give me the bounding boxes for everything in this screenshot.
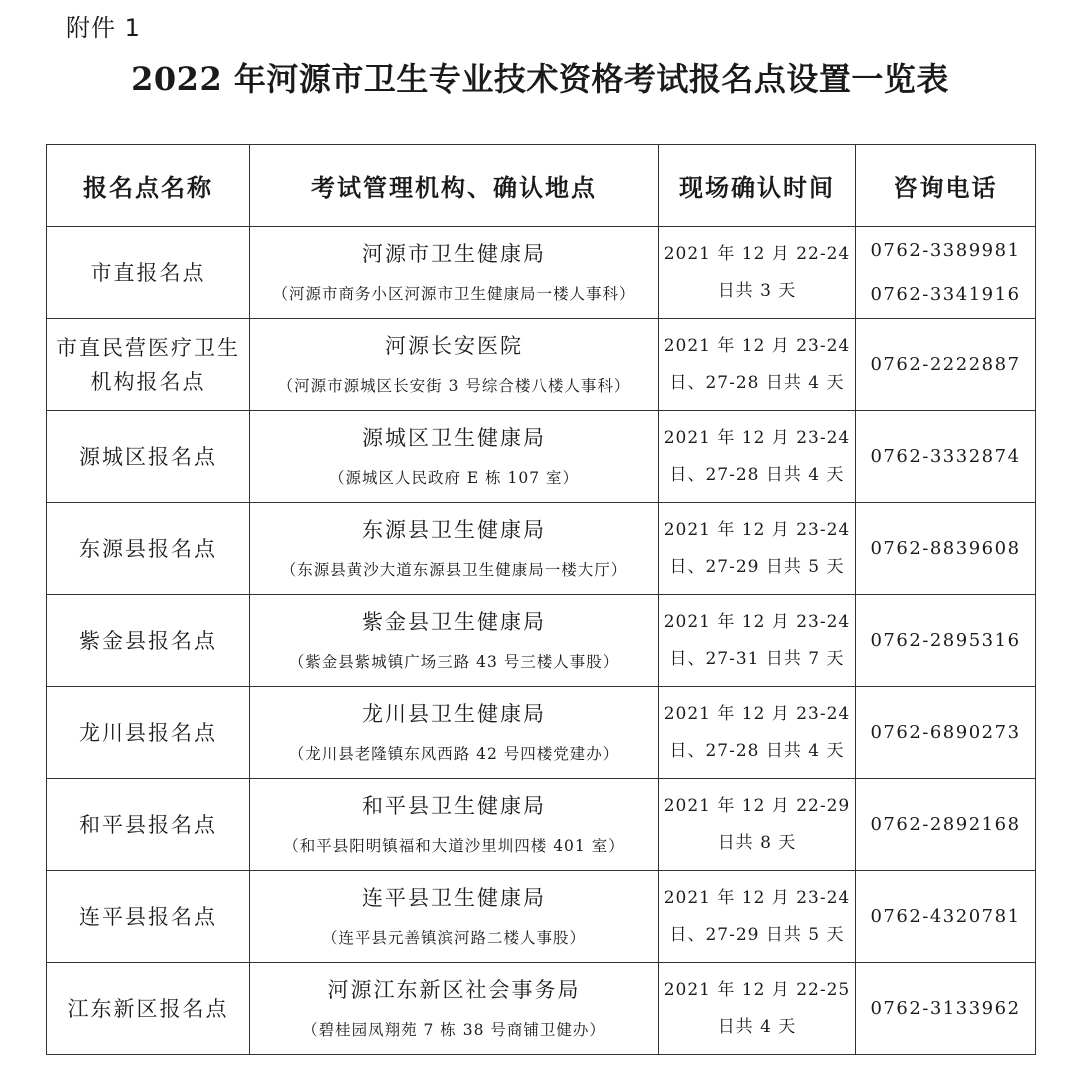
phone-cell bbox=[856, 319, 1036, 411]
time-cell bbox=[659, 779, 856, 871]
time-line-2: 日共 3 天 bbox=[717, 280, 797, 301]
phone-cell bbox=[856, 227, 1036, 319]
org-cell bbox=[250, 687, 659, 779]
time-cell bbox=[659, 411, 856, 503]
time-line-2: 日、27-29 日共 5 天 bbox=[669, 556, 845, 577]
table-row bbox=[47, 227, 1036, 319]
org-name: 和平县卫生健康局 bbox=[362, 793, 546, 818]
time-cell bbox=[659, 963, 856, 1055]
org-name: 连平县卫生健康局 bbox=[362, 885, 546, 910]
time-line-2: 日、27-28 日共 4 天 bbox=[669, 740, 845, 761]
phone-cell bbox=[856, 963, 1036, 1055]
time-cell bbox=[659, 503, 856, 595]
org-name: 河源长安医院 bbox=[385, 333, 523, 358]
header-org: 考试管理机构、确认地点 bbox=[250, 145, 659, 227]
phone-cell bbox=[856, 779, 1036, 871]
header-phone: 咨询电话 bbox=[856, 145, 1036, 227]
org-cell bbox=[250, 319, 659, 411]
registration-table bbox=[46, 144, 1036, 1055]
org-address: （东源县黄沙大道东源县卫生健康局一楼大厅） bbox=[280, 560, 628, 579]
phone-number: 0762-8839608 bbox=[870, 537, 1021, 559]
site-name: 龙川县报名点 bbox=[47, 687, 250, 779]
table-row bbox=[47, 687, 1036, 779]
org-cell bbox=[250, 411, 659, 503]
header-time: 现场确认时间 bbox=[659, 145, 856, 227]
phone-number: 0762-2892168 bbox=[870, 813, 1021, 835]
table-row bbox=[47, 871, 1036, 963]
time-line-1: 2021 年 12 月 22-24 bbox=[663, 243, 851, 264]
table-row bbox=[47, 963, 1036, 1055]
site-name: 市直民营医疗卫生机构报名点 bbox=[47, 319, 250, 411]
phone-cell bbox=[856, 411, 1036, 503]
phone-cell bbox=[856, 871, 1036, 963]
time-line-1: 2021 年 12 月 23-24 bbox=[663, 703, 851, 724]
time-cell bbox=[659, 871, 856, 963]
time-cell bbox=[659, 319, 856, 411]
phone-cell bbox=[856, 595, 1036, 687]
phone-cell bbox=[856, 503, 1036, 595]
org-name: 龙川县卫生健康局 bbox=[362, 701, 546, 726]
table-row bbox=[47, 595, 1036, 687]
org-address: （河源市源城区长安街 3 号综合楼八楼人事科） bbox=[277, 376, 631, 395]
phone-number-secondary: 0762-3341916 bbox=[870, 283, 1021, 305]
org-cell bbox=[250, 227, 659, 319]
phone-number: 0762-4320781 bbox=[870, 905, 1021, 927]
time-line-2: 日、27-28 日共 4 天 bbox=[669, 464, 845, 485]
time-line-1: 2021 年 12 月 23-24 bbox=[663, 335, 851, 356]
phone-cell bbox=[856, 687, 1036, 779]
phone-number: 0762-3332874 bbox=[870, 445, 1021, 467]
org-address: （紫金县紫城镇广场三路 43 号三楼人事股） bbox=[288, 652, 620, 671]
time-line-1: 2021 年 12 月 23-24 bbox=[663, 427, 851, 448]
org-name: 河源江东新区社会事务局 bbox=[327, 977, 581, 1002]
table-row bbox=[47, 779, 1036, 871]
time-line-2: 日共 4 天 bbox=[717, 1016, 797, 1037]
org-cell bbox=[250, 871, 659, 963]
org-address: （碧桂园凤翔苑 7 栋 38 号商铺卫健办） bbox=[302, 1020, 606, 1039]
org-name: 紫金县卫生健康局 bbox=[362, 609, 546, 634]
attachment-label: 附件 1 bbox=[66, 14, 141, 42]
org-name: 东源县卫生健康局 bbox=[362, 517, 546, 542]
org-cell bbox=[250, 595, 659, 687]
time-cell bbox=[659, 595, 856, 687]
org-address: （源城区人民政府 E 栋 107 室） bbox=[328, 468, 580, 487]
phone-number: 0762-2895316 bbox=[870, 629, 1021, 651]
time-line-1: 2021 年 12 月 23-24 bbox=[663, 887, 851, 908]
phone-number: 0762-6890273 bbox=[870, 721, 1021, 743]
table-header-row bbox=[47, 145, 1036, 227]
org-address: （和平县阳明镇福和大道沙里圳四楼 401 室） bbox=[283, 836, 625, 855]
time-cell bbox=[659, 687, 856, 779]
time-line-2: 日、27-31 日共 7 天 bbox=[669, 648, 845, 669]
site-name: 紫金县报名点 bbox=[47, 595, 250, 687]
header-name: 报名点名称 bbox=[47, 145, 250, 227]
site-name: 和平县报名点 bbox=[47, 779, 250, 871]
table-row bbox=[47, 503, 1036, 595]
time-cell bbox=[659, 227, 856, 319]
time-line-1: 2021 年 12 月 23-24 bbox=[663, 519, 851, 540]
time-line-1: 2021 年 12 月 22-25 bbox=[663, 979, 851, 1000]
org-name: 河源市卫生健康局 bbox=[362, 241, 546, 266]
phone-number: 0762-3389981 bbox=[870, 239, 1021, 261]
page-title: 2022 年河源市卫生专业技术资格考试报名点设置一览表 bbox=[131, 60, 949, 98]
time-line-2: 日、27-29 日共 5 天 bbox=[669, 924, 845, 945]
time-line-1: 2021 年 12 月 22-29 bbox=[663, 795, 851, 816]
site-name: 东源县报名点 bbox=[47, 503, 250, 595]
site-name: 源城区报名点 bbox=[47, 411, 250, 503]
table-body bbox=[47, 227, 1036, 1055]
org-cell bbox=[250, 963, 659, 1055]
time-line-2: 日、27-28 日共 4 天 bbox=[669, 372, 845, 393]
table-row bbox=[47, 411, 1036, 503]
phone-number: 0762-3133962 bbox=[870, 997, 1021, 1019]
phone-number: 0762-2222887 bbox=[870, 353, 1021, 375]
site-name: 连平县报名点 bbox=[47, 871, 250, 963]
site-name: 江东新区报名点 bbox=[47, 963, 250, 1055]
time-line-1: 2021 年 12 月 23-24 bbox=[663, 611, 851, 632]
org-cell bbox=[250, 503, 659, 595]
org-address: （龙川县老隆镇东风西路 42 号四楼党建办） bbox=[288, 744, 620, 763]
org-name: 源城区卫生健康局 bbox=[362, 425, 546, 450]
org-cell bbox=[250, 779, 659, 871]
time-line-2: 日共 8 天 bbox=[717, 832, 797, 853]
table-row bbox=[47, 319, 1036, 411]
site-name: 市直报名点 bbox=[47, 227, 250, 319]
org-address: （连平县元善镇滨河路二楼人事股） bbox=[321, 928, 586, 947]
org-address: （河源市商务小区河源市卫生健康局一楼人事科） bbox=[272, 284, 636, 303]
